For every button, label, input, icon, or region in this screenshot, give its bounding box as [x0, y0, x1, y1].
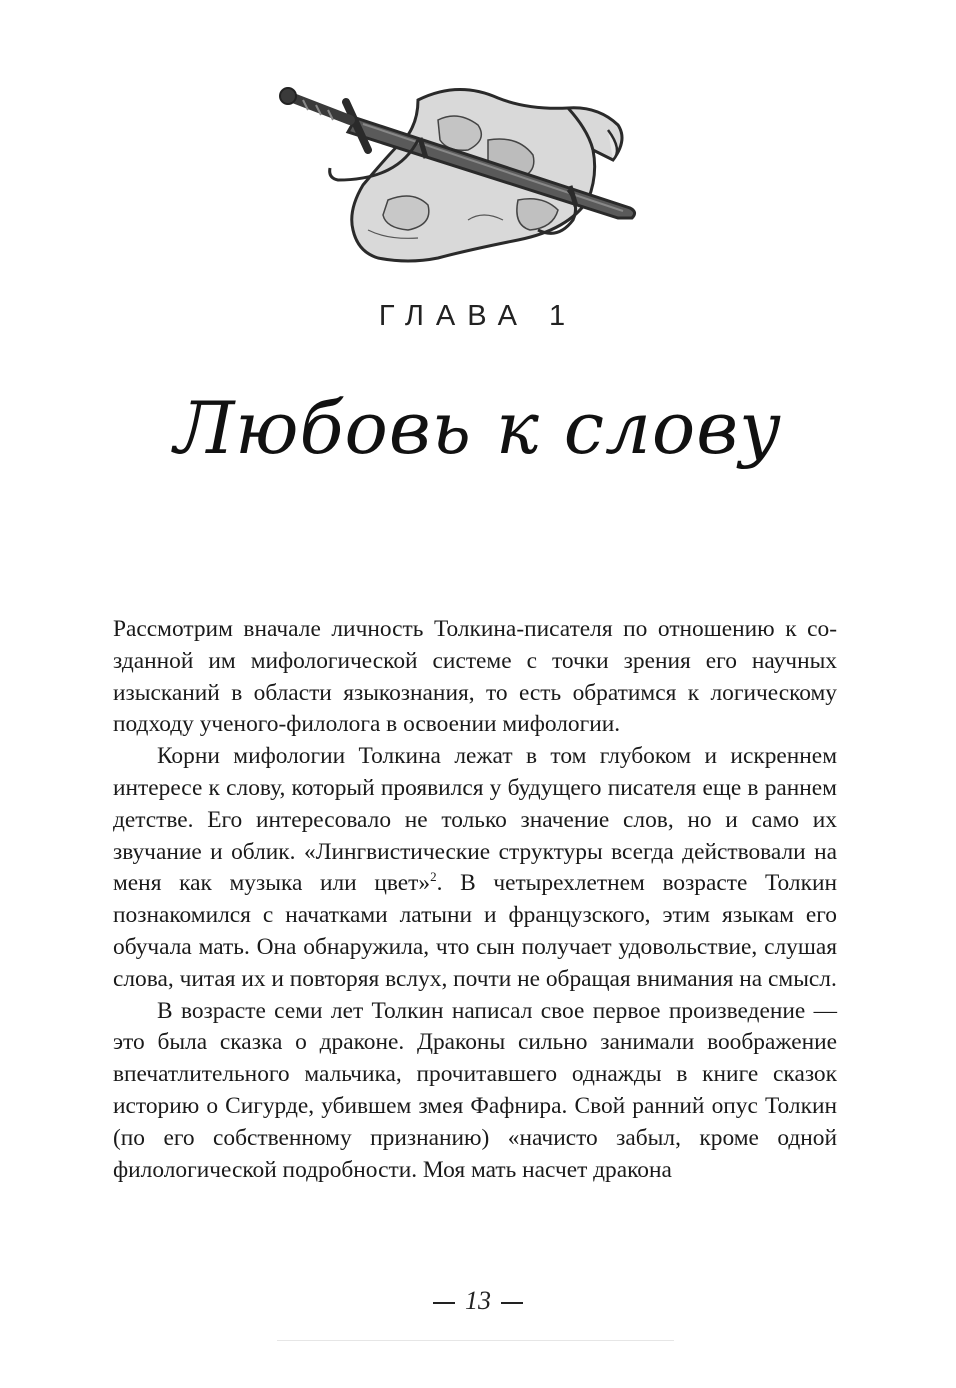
chapter-body — [113, 614, 837, 1186]
page-number — [0, 1286, 956, 1316]
paragraph-text: Корни мифологии Толкина лежат в том глубоком и искреннем интересе к слову, который проявился у будущего писателя еще в раннем детстве. Его интересовало не только значение слов, но и само их звучание и облик. «Лингвистические структуры всегда действовали на меня как музыка или цвет» — [113, 743, 837, 897]
sword-and-map-illustration — [268, 80, 648, 280]
paragraph — [113, 741, 837, 995]
paragraph-text: . В четырехлетнем возрасте Толкин познакомился с начатками латыни и французского, этим языкам его обучала мать. Она обнаружила, что сын получает удовольствие, слушая слова, читая их и повторяя вслух, почти не обращая внимания на смысл. — [113, 870, 837, 992]
sword-and-map-icon — [268, 80, 648, 280]
chapter-title: Любовь к слову — [174, 386, 782, 470]
page-number-dash-right — [501, 1302, 523, 1304]
page-number-value: 13 — [465, 1286, 491, 1315]
footnote-marker[interactable]: 2 — [430, 869, 437, 885]
footer-divider — [277, 1340, 674, 1341]
paragraph: В возрасте семи лет Толкин написал свое первое произведение — это была сказка о драконе. Драконы сильно занимали воображение впечатлительного мальчика, прочитавшего однажды в книге сказок историю о Сигурде, убившем змея Фафнира. Свой ранний опус Толкин (по его собственному признанию) «начисто забыл, кроме одной филологической подробности. Моя мать насчет дракона — [113, 997, 837, 1183]
paragraph: Рассмотрим вначале личность Толкина-писателя по отношению к созданной им мифологической системе с точки зрения его научных изысканий в области языкознания, то есть обратимся к логическому подходу ученого-филолога в освоении мифологии. — [113, 616, 837, 738]
chapter-label: ГЛАВА 1 — [378, 300, 578, 332]
page-number-dash-left — [433, 1302, 455, 1304]
